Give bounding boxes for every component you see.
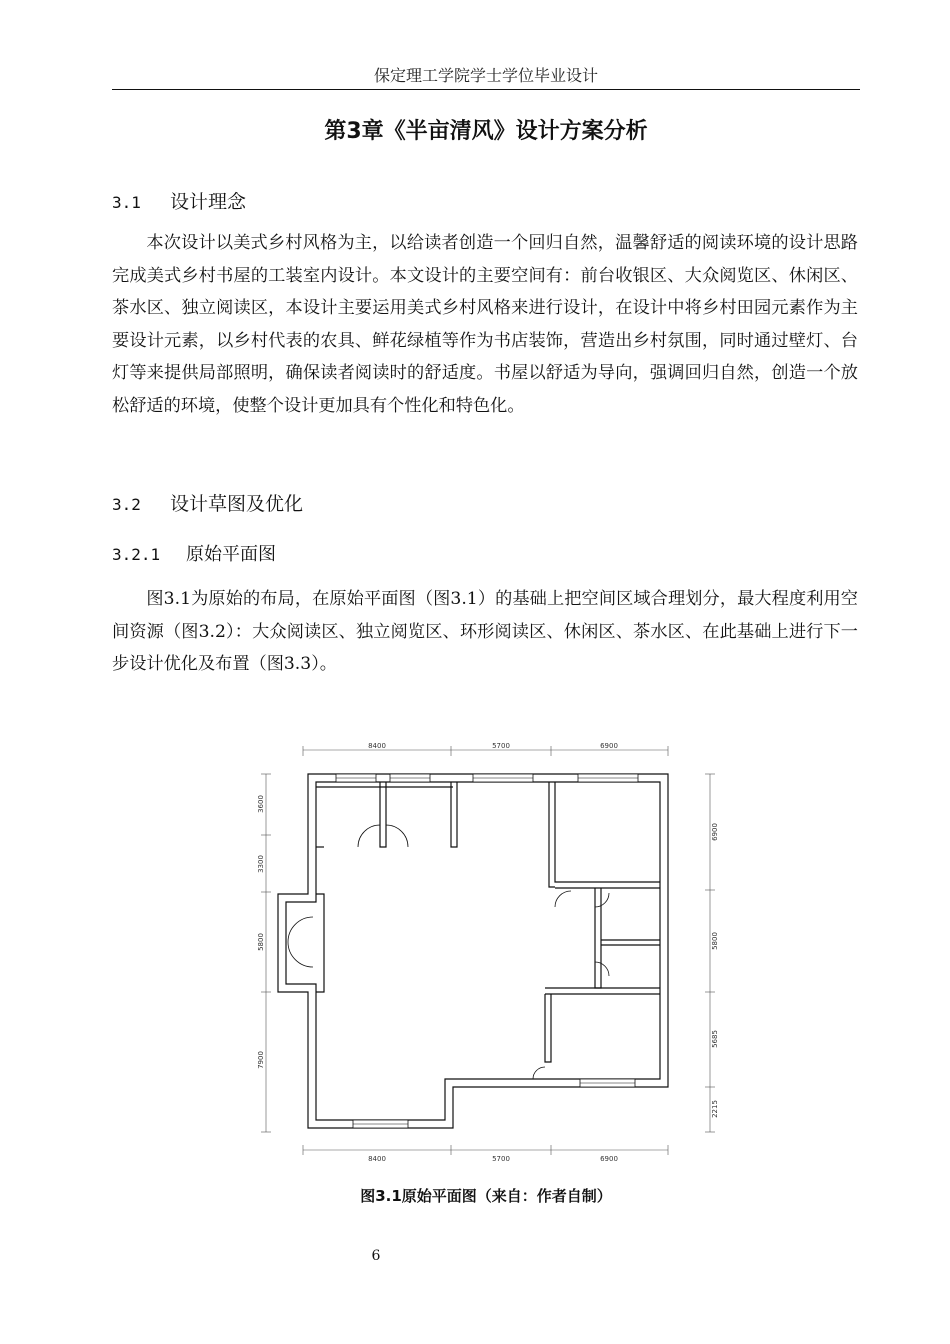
section-3-2-1-paragraph: 图3.1为原始的布局，在原始平面图（图3.1）的基础上把空间区域合理划分，最大程度利用空间资源（图3.2）：大众阅读区、独立阅览区、环形阅读区、休闲区、茶水区、在此基础上进行下一步设计优化及布置（图3.3）。 <box>112 589 858 674</box>
dim-right-2: 5800 <box>711 932 719 950</box>
running-header: 保定理工学院学士学位毕业设计 <box>373 66 598 85</box>
header-rule <box>112 89 860 90</box>
section-number: 3.2 <box>112 495 141 514</box>
section-title: 原始平面图 <box>186 544 276 565</box>
dim-bottom-3: 6900 <box>600 1155 618 1163</box>
section-3-2-heading <box>112 490 303 519</box>
dim-left-3: 5800 <box>257 933 265 951</box>
section-3-1-paragraph: 本次设计以美式乡村风格为主，以给读者创造一个回归自然，温馨舒适的阅读环境的设计思路完成美式乡村书屋的工装室内设计。本文设计的主要空间有：前台收银区、大众阅览区、休闲区、茶水区、独立阅读区，本设计主要运用美式乡村风格来进行设计，在设计中将乡村田园元素作为主要设计元素，以乡村代表的农具、鲜花绿植等作为书店装饰，营造出乡村氛围，同时通过壁灯、台灯等来提供局部照明，确保读者阅读时的舒适度。书屋以舒适为导向，强调回归自然，创造一个放松舒适的环境，使整个设计更加具有个性化和特色化。 <box>112 233 858 416</box>
dim-right-1: 6900 <box>711 823 719 841</box>
figure-caption: 图3.1原始平面图（来自：作者自制） <box>360 1187 612 1205</box>
section-title: 设计理念 <box>170 191 247 213</box>
dim-bottom-1: 8400 <box>368 1155 386 1163</box>
dim-top-3: 6900 <box>600 742 618 750</box>
dim-top-1: 8400 <box>368 742 386 750</box>
section-number: 3.1 <box>112 193 141 212</box>
chapter-title: 第3章《半亩清风》设计方案分析 <box>324 119 648 144</box>
dim-bottom-2: 5700 <box>492 1155 510 1163</box>
dim-right-4: 2215 <box>711 1100 719 1118</box>
dim-top-2: 5700 <box>492 742 510 750</box>
dim-right-3: 5685 <box>711 1030 719 1048</box>
section-3-1-heading <box>112 188 246 217</box>
section-3-2-1-heading <box>112 541 276 569</box>
dim-left-1: 3600 <box>257 795 265 813</box>
dim-left-4: 7900 <box>257 1051 265 1069</box>
dim-left-2: 3300 <box>257 855 265 873</box>
floor-plan-figure <box>258 742 728 1162</box>
section-number: 3.2.1 <box>112 545 161 564</box>
floor-plan-drawing <box>258 742 728 1162</box>
section-title: 设计草图及优化 <box>170 493 304 515</box>
page-number: 6 <box>371 1248 381 1264</box>
